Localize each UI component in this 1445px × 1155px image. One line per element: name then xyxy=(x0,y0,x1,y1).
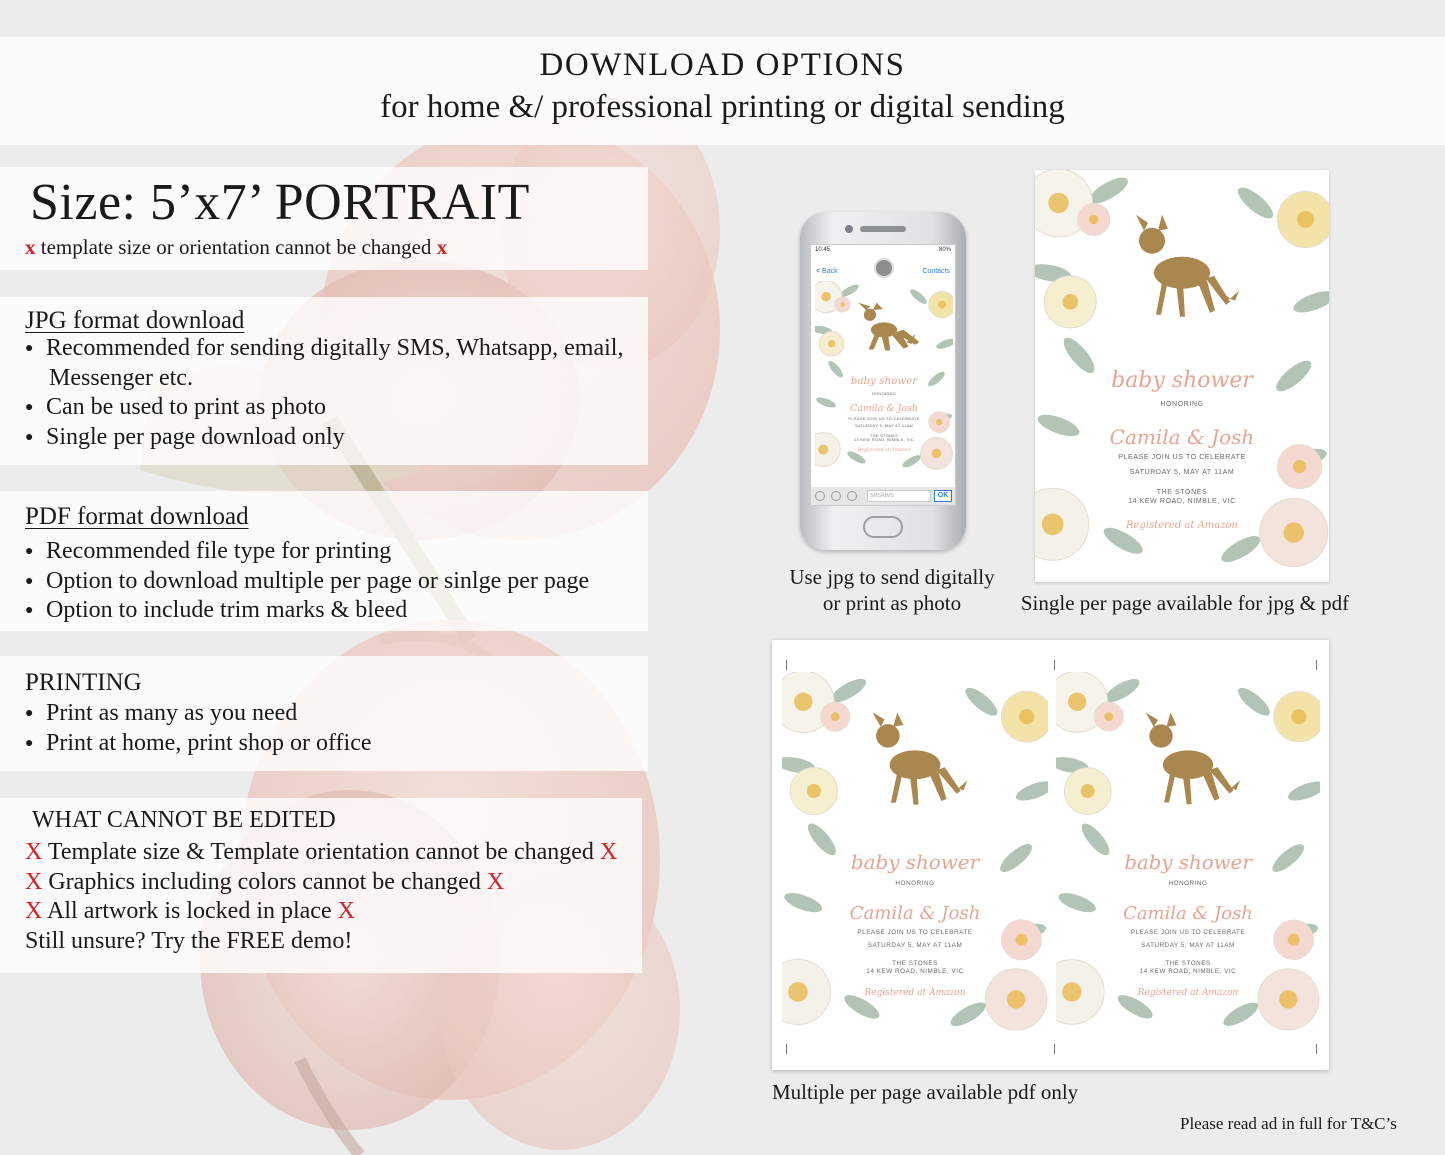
page-title: DOWNLOAD OPTIONS xyxy=(539,47,906,83)
flower-center-icon xyxy=(807,784,821,798)
flower-center-icon xyxy=(1081,784,1095,798)
printing-title: PRINTING xyxy=(25,669,142,696)
leaf-icon xyxy=(901,453,923,470)
pdf-format-title: PDF format download xyxy=(25,503,249,530)
red-x-icon: x xyxy=(25,235,36,259)
deer-head-icon xyxy=(864,309,876,321)
list-item-text: All artwork is locked in place xyxy=(47,898,332,925)
trim-mark xyxy=(1316,660,1317,670)
trim-mark xyxy=(1316,1044,1317,1054)
invitation-honoring: HONORING xyxy=(871,390,897,396)
flower-center-icon xyxy=(828,340,835,347)
leaf-icon xyxy=(1220,998,1261,1030)
invitation-registry: Registered at Amazon xyxy=(1126,520,1238,532)
invitation-names: Camila & Josh xyxy=(850,402,918,414)
deer-head-icon xyxy=(1139,228,1165,254)
size-note xyxy=(25,235,447,260)
flower-center-icon xyxy=(1048,193,1068,213)
trim-mark xyxy=(786,660,787,670)
flower-center-icon xyxy=(1019,709,1034,724)
invitation-date: SATURDAY 5, MAY AT 11AM xyxy=(867,941,963,949)
camera-icon[interactable] xyxy=(815,491,825,501)
list-item-text: Graphics including colors cannot be changed xyxy=(48,868,481,895)
invitation-invite-line: PLEASE JOIN US TO CELEBRATE xyxy=(1118,454,1246,462)
invitation-title: baby shower xyxy=(1124,850,1252,874)
invitation-registry: Registered at Amazon xyxy=(864,988,966,999)
invitation-date: SATURDAY 5, MAY AT 11AM xyxy=(854,423,914,429)
flower-center-icon xyxy=(821,292,831,302)
list-item-continuation: Messenger etc. xyxy=(49,364,193,391)
terms-note: Please read ad in full for T&C’s xyxy=(1180,1114,1397,1133)
phone-mockup xyxy=(800,212,966,550)
list-item: ● Option to include trim marks & bleed xyxy=(25,596,589,626)
list-item-text: Template size & Template orientation cannot be changed xyxy=(47,839,594,865)
closing-line: Still unsure? Try the FREE demo! xyxy=(25,928,353,955)
size-note-text: template size or orientation cannot be changed xyxy=(40,235,432,259)
jpg-format-panel xyxy=(0,297,648,465)
trim-mark xyxy=(1054,660,1055,670)
list-item: ● Print at home, print shop or office xyxy=(25,729,372,759)
leaf-icon xyxy=(1234,183,1278,224)
list-item: ● Recommended file type for printing xyxy=(25,537,589,567)
list-item-text: Can be used to print as photo xyxy=(46,394,326,421)
flower-center-icon xyxy=(1068,693,1086,711)
invitation-title: baby shower xyxy=(1111,367,1253,393)
send-button[interactable]: OK xyxy=(934,490,952,502)
avatar-icon xyxy=(874,258,894,278)
invitation-invite-line: PLEASE JOIN US TO CELEBRATE xyxy=(1130,928,1246,936)
printing-panel xyxy=(0,656,648,771)
red-x-icon: X xyxy=(25,839,43,865)
leaf-icon xyxy=(935,337,953,351)
invitation-title: baby shower xyxy=(850,375,918,388)
deer-head-icon xyxy=(1149,724,1172,747)
red-x-icon: X xyxy=(599,839,618,865)
phone-screen xyxy=(810,244,956,506)
single-caption: Single per page available for jpg & pdf xyxy=(1020,591,1350,615)
camera-icon xyxy=(845,225,853,233)
flower-center-icon xyxy=(1291,709,1306,724)
leaf-icon xyxy=(1234,684,1274,720)
invitation-honoring: HONORING xyxy=(895,880,935,888)
list-item xyxy=(25,897,617,927)
cannot-edit-list xyxy=(25,838,617,957)
status-bar xyxy=(811,245,955,257)
flower-center-icon xyxy=(1062,294,1078,310)
apps-icon[interactable] xyxy=(847,491,857,501)
leaf-icon xyxy=(908,287,929,306)
invitation-design xyxy=(1056,672,1320,1044)
leaf-icon xyxy=(962,683,1002,720)
pdf-bullet-list xyxy=(25,537,589,626)
message-input-bar xyxy=(811,487,955,505)
page-subtitle: for home &/ professional printing or digital sending xyxy=(380,89,1065,125)
jpg-bullet-list xyxy=(25,334,623,453)
list-item xyxy=(25,838,617,868)
red-x-icon: X xyxy=(25,898,43,925)
message-nav-bar xyxy=(811,257,955,279)
list-item: ● Print as many as you need xyxy=(25,699,372,729)
multi-caption: Multiple per page available pdf only xyxy=(772,1080,1079,1104)
single-invitation-card xyxy=(1035,170,1329,582)
printing-bullet-list xyxy=(25,699,372,758)
invitation-date: SATURDAY 5, MAY AT 11AM xyxy=(1141,941,1235,949)
flower-center-icon xyxy=(1297,211,1314,228)
cannot-edit-title: WHAT CANNOT BE EDITED xyxy=(32,807,336,833)
list-item xyxy=(25,868,617,898)
invitation-registry: Registered at Amazon xyxy=(857,447,911,453)
invitation-venue: THE STONES xyxy=(869,432,899,438)
speaker-grille xyxy=(860,226,906,232)
invitation-design xyxy=(815,281,953,477)
home-button xyxy=(863,516,903,538)
flower-center-icon xyxy=(1104,712,1113,721)
red-x-icon: x xyxy=(436,235,448,259)
flower-center-icon xyxy=(840,302,845,307)
invitation-registry: Registered at Amazon xyxy=(1137,988,1239,999)
invitation-venue: THE STONES xyxy=(1156,489,1208,497)
list-item xyxy=(25,423,623,453)
pdf-format-panel xyxy=(0,491,648,631)
leaf-icon xyxy=(1014,777,1048,804)
multi-invitation-card-1 xyxy=(782,672,1048,1044)
phone-caption-line2: or print as photo xyxy=(822,591,962,615)
invitation-design xyxy=(782,672,1048,1044)
red-x-icon: X xyxy=(25,868,43,895)
invitation-honoring: HONORING xyxy=(1160,400,1204,408)
trim-mark xyxy=(786,1044,787,1054)
red-x-icon: X xyxy=(486,868,505,895)
deer-head-icon xyxy=(876,724,900,748)
invitation-invite-line: PLEASE JOIN US TO CELEBRATE xyxy=(857,928,973,936)
invitation-names: Camila & Josh xyxy=(849,902,981,924)
phone-caption-line1: Use jpg to send digitally xyxy=(789,565,995,589)
header-banner xyxy=(0,37,1445,145)
invitation-honoring: HONORING xyxy=(1168,880,1208,888)
invitation-invite-line: PLEASE JOIN US TO CELEBRATE xyxy=(848,416,920,422)
trim-mark xyxy=(1054,1044,1055,1054)
red-x-icon: X xyxy=(337,898,355,925)
leaf-icon xyxy=(947,998,989,1030)
invitation-address: 14 KEW ROAD, NIMBLE, VIC xyxy=(853,436,915,442)
size-panel xyxy=(0,167,648,270)
size-title: Size: 5’x7’ PORTRAIT xyxy=(30,174,530,231)
cannot-edit-panel xyxy=(0,798,642,973)
flower-center-icon xyxy=(1089,215,1099,225)
back-link[interactable]: < Back xyxy=(816,268,838,275)
invitation-title: baby shower xyxy=(850,850,980,874)
status-battery: 80% xyxy=(938,247,951,253)
invitation-address: 14 KEW ROAD, NIMBLE, VIC xyxy=(1139,967,1237,975)
list-item xyxy=(25,334,623,393)
list-item-text: Recommended for sending digitally SMS, Whatsapp, email, xyxy=(46,335,624,361)
multi-invitation-card-2 xyxy=(1056,672,1320,1044)
leaf-icon xyxy=(1291,287,1329,317)
status-time: 10:45 xyxy=(815,247,831,253)
list-item-text: Single per page download only xyxy=(46,424,345,451)
phone-invitation-card xyxy=(815,281,953,477)
flower-center-icon xyxy=(794,693,812,711)
emoji-icon[interactable] xyxy=(831,491,841,501)
invitation-venue: THE STONES xyxy=(892,960,938,968)
invitation-names: Camila & Josh xyxy=(1123,902,1253,924)
list-item: ● Option to download multiple per page or sinlge per page xyxy=(25,567,589,597)
list-item xyxy=(25,393,623,423)
invitation-address: 14 KEW ROAD, NIMBLE, VIC xyxy=(1128,497,1236,505)
invitation-venue: THE STONES xyxy=(1165,960,1211,968)
invitation-address: 14 KEW ROAD, NIMBLE, VIC xyxy=(866,967,964,975)
contacts-link[interactable]: Contacts xyxy=(922,268,950,275)
leaf-icon xyxy=(1286,778,1320,805)
message-input[interactable]: SMS/MMS xyxy=(867,490,931,502)
jpg-format-title: JPG format download xyxy=(25,307,245,334)
multi-per-page-sheet xyxy=(772,640,1329,1070)
invitation-names: Camila & Josh xyxy=(1109,425,1255,450)
phone-caption xyxy=(780,564,1004,616)
flower-center-icon xyxy=(831,712,840,721)
invitation-date: SATURDAY 5, MAY AT 11AM xyxy=(1129,468,1235,476)
invitation-design xyxy=(1035,170,1329,582)
leaf-icon xyxy=(1218,531,1264,567)
flower-center-icon xyxy=(938,301,946,309)
